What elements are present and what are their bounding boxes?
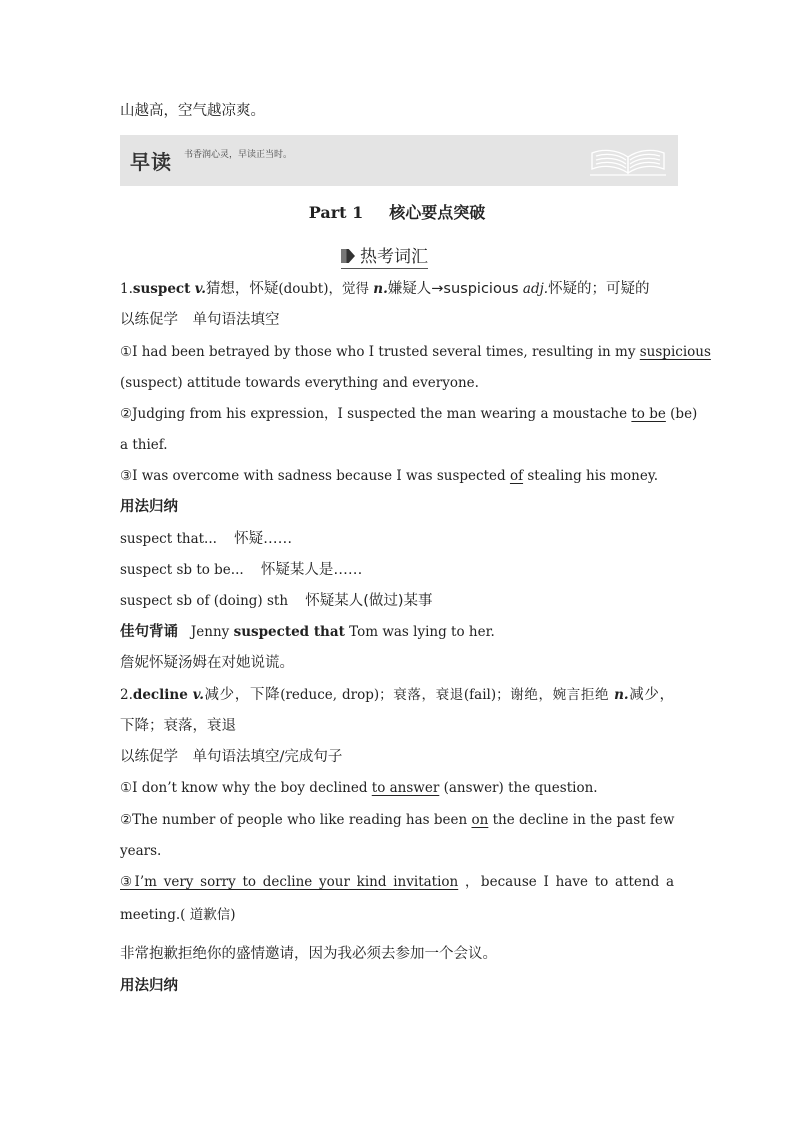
exercise-sentence-cont: years. [120, 843, 162, 859]
headword: suspect [132, 281, 191, 297]
exercise-translation: 非常抱歉拒绝你的盛情邀请，因为我必须去参加一个会议。 [120, 946, 497, 962]
entry2-headword-line: 2.decline v.减少，下降(reduce, drop)；衰落，衰退(fail)；谢绝，婉言拒绝 n.减少， [120, 687, 674, 703]
section-title: 热考词汇 [341, 242, 428, 269]
exercise-sentence: ③I’m very sorry to decline your kind invitation ，because I have to attend a [120, 874, 674, 890]
usage-item: suspect sb of (doing) sth 怀疑某人(做过)某事 [120, 593, 433, 609]
morning-reading-banner [120, 135, 678, 186]
practice-heading: 以练促学 单句语法填空/完成句子 [120, 749, 343, 765]
answer-blank: to answer [371, 780, 440, 796]
part-number: Part 1 [308, 203, 364, 222]
headword: decline [132, 687, 188, 703]
usage-item: suspect that... 怀疑…… [120, 531, 293, 547]
exercise-sentence: ③I was overcome with sadness because I was suspected of stealing his money. [120, 468, 658, 484]
section-marker-icon [341, 249, 355, 263]
answer-blank: ③I’m very sorry to decline your kind invitation [120, 874, 459, 890]
banner-title: 早读 [130, 150, 172, 174]
part-heading [0, 200, 794, 223]
exercise-sentence-cont: a thief. [120, 437, 168, 453]
entry1-headword-line: 1.suspect v.猜想，怀疑(doubt)，觉得 n.嫌疑人→suspicious adj.怀疑的；可疑的 [120, 281, 650, 297]
usage-heading: 用法归纳 [120, 978, 178, 994]
usage-item: suspect sb to be... 怀疑某人是…… [120, 562, 363, 578]
banner-subtitle: 书香润心灵，早读正当时。 [184, 150, 293, 160]
exercise-sentence: ②The number of people who like reading has been on the decline in the past few [120, 812, 675, 828]
open-book-icon [588, 143, 668, 179]
answer-blank: to be [631, 406, 666, 422]
answer-blank: of [509, 468, 524, 484]
example-sentence: 佳句背诵 Jenny suspected that Tom was lying to her. [120, 624, 495, 640]
entry2-definition-cont: 下降；衰落，衰退 [120, 718, 236, 734]
answer-blank: on [471, 812, 489, 828]
exercise-sentence-cont: (suspect) attitude towards everything and everyone. [120, 375, 479, 391]
practice-heading: 以练促学 单句语法填空 [120, 312, 280, 328]
exercise-sentence: ①I don’t know why the boy declined to answer (answer) the question. [120, 780, 598, 796]
usage-heading: 用法归纳 [120, 499, 178, 515]
example-translation: 詹妮怀疑汤姆在对她说谎。 [120, 655, 294, 671]
exercise-sentence-cont: meeting.( 道歉信) [120, 907, 236, 923]
top-line: 山越高，空气越凉爽。 [120, 103, 265, 119]
exercise-sentence: ①I had been betrayed by those who I trusted several times, resulting in my suspicious [120, 344, 711, 360]
answer-blank: suspicious [639, 344, 711, 360]
exercise-sentence: ②Judging from his expression，I suspected the man wearing a moustache to be (be) [120, 406, 698, 422]
part-title: 核心要点突破 [389, 203, 486, 222]
